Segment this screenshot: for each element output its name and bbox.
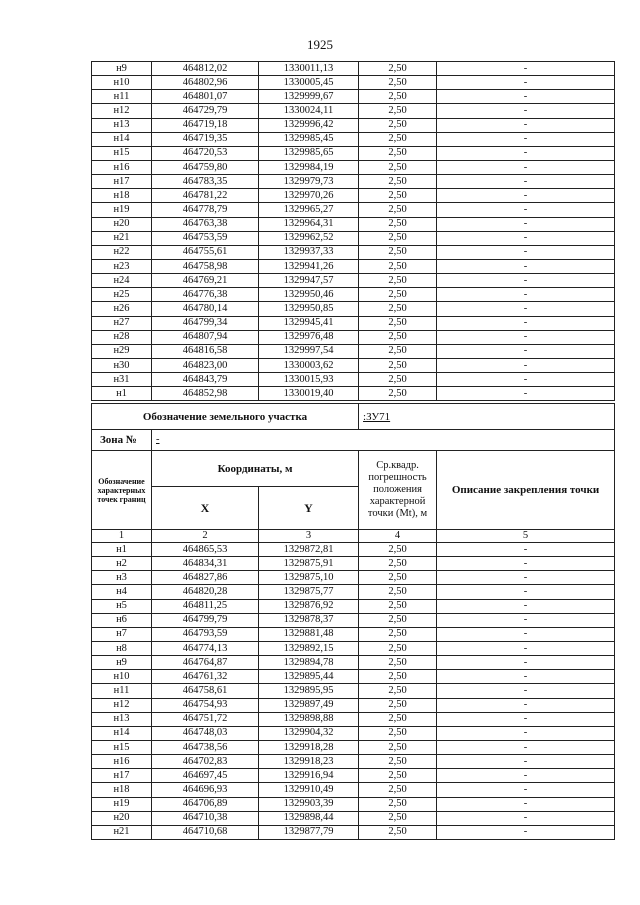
table-row — [92, 90, 615, 104]
fixing-description: - — [437, 373, 615, 387]
coord-y: 1330011,13 — [259, 62, 359, 76]
table-row — [92, 783, 615, 797]
error-value: 2,50 — [359, 627, 437, 641]
table-row — [92, 274, 615, 288]
error-value: 2,50 — [359, 189, 437, 203]
coord-x: 464827,86 — [152, 571, 259, 585]
table-row — [92, 203, 615, 217]
error-value: 2,50 — [359, 231, 437, 245]
point-id: н1 — [92, 387, 152, 401]
error-value: 2,50 — [359, 203, 437, 217]
coord-x: 464769,21 — [152, 274, 259, 288]
fixing-description: - — [437, 76, 615, 90]
coord-y: 1330019,40 — [259, 387, 359, 401]
point-id: н3 — [92, 571, 152, 585]
coord-x: 464761,32 — [152, 670, 259, 684]
coord-y: 1329903,39 — [259, 797, 359, 811]
coord-y: 1329996,42 — [259, 118, 359, 132]
fixing-description: - — [437, 571, 615, 585]
table-row — [92, 797, 615, 811]
point-id: н10 — [92, 670, 152, 684]
coord-y: 1329910,49 — [259, 783, 359, 797]
point-id: н15 — [92, 740, 152, 754]
error-value: 2,50 — [359, 217, 437, 231]
error-value: 2,50 — [359, 712, 437, 726]
table-row — [92, 358, 615, 372]
error-value: 2,50 — [359, 571, 437, 585]
point-id: н15 — [92, 146, 152, 160]
fixing-description: - — [437, 132, 615, 146]
fixing-description: - — [437, 684, 615, 698]
table-row — [92, 656, 615, 670]
coord-x: 464702,83 — [152, 755, 259, 769]
fixing-description: - — [437, 825, 615, 839]
coord-y: 1329964,31 — [259, 217, 359, 231]
table-row — [92, 811, 615, 825]
header-x: X — [152, 487, 259, 530]
coord-y: 1329997,54 — [259, 344, 359, 358]
coord-x: 464801,07 — [152, 90, 259, 104]
table-row — [92, 740, 615, 754]
fixing-description: - — [437, 62, 615, 76]
coord-x: 464729,79 — [152, 104, 259, 118]
fixing-description: - — [437, 585, 615, 599]
coord-y: 1329985,45 — [259, 132, 359, 146]
error-value: 2,50 — [359, 755, 437, 769]
error-value: 2,50 — [359, 118, 437, 132]
table-row — [92, 316, 615, 330]
table-row — [92, 231, 615, 245]
point-id: н17 — [92, 175, 152, 189]
error-value: 2,50 — [359, 825, 437, 839]
coord-y: 1329892,15 — [259, 641, 359, 655]
error-value: 2,50 — [359, 344, 437, 358]
point-id: н4 — [92, 585, 152, 599]
coord-y: 1329875,91 — [259, 557, 359, 571]
table-row — [92, 769, 615, 783]
coord-y: 1330003,62 — [259, 358, 359, 372]
table-row — [92, 330, 615, 344]
coord-x: 464781,22 — [152, 189, 259, 203]
table-row — [92, 670, 615, 684]
error-value: 2,50 — [359, 358, 437, 372]
table-row — [92, 76, 615, 90]
coord-x: 464754,93 — [152, 698, 259, 712]
fixing-description: - — [437, 641, 615, 655]
table-row — [92, 259, 615, 273]
coord-x: 464843,79 — [152, 373, 259, 387]
coord-y: 1329875,77 — [259, 585, 359, 599]
coord-x: 464696,93 — [152, 783, 259, 797]
fixing-description: - — [437, 698, 615, 712]
point-id: н14 — [92, 726, 152, 740]
table-row — [92, 627, 615, 641]
parcel-value: :ЗУ71 — [359, 404, 615, 430]
table-row — [92, 344, 615, 358]
point-id: н30 — [92, 358, 152, 372]
coord-y: 1329950,46 — [259, 288, 359, 302]
error-value: 2,50 — [359, 160, 437, 174]
coord-y: 1329984,19 — [259, 160, 359, 174]
coord-y: 1329897,49 — [259, 698, 359, 712]
coord-x: 464719,35 — [152, 132, 259, 146]
point-id: н31 — [92, 373, 152, 387]
point-id: н28 — [92, 330, 152, 344]
header-coordinates: Координаты, м — [152, 451, 359, 487]
error-value: 2,50 — [359, 104, 437, 118]
error-value: 2,50 — [359, 557, 437, 571]
error-value: 2,50 — [359, 641, 437, 655]
parcel-coordinates-table — [91, 403, 615, 840]
point-id: н29 — [92, 344, 152, 358]
coord-x: 464755,61 — [152, 245, 259, 259]
coord-x: 464834,31 — [152, 557, 259, 571]
point-id: н27 — [92, 316, 152, 330]
fixing-description: - — [437, 783, 615, 797]
coord-y: 1329916,94 — [259, 769, 359, 783]
point-id: н6 — [92, 613, 152, 627]
error-value: 2,50 — [359, 132, 437, 146]
error-value: 2,50 — [359, 543, 437, 557]
coord-x: 464758,98 — [152, 259, 259, 273]
point-id: н13 — [92, 712, 152, 726]
coord-x: 464710,68 — [152, 825, 259, 839]
coord-x: 464719,18 — [152, 118, 259, 132]
coord-x: 464793,59 — [152, 627, 259, 641]
column-number: 5 — [437, 530, 615, 543]
error-value: 2,50 — [359, 726, 437, 740]
zone-value: - — [152, 430, 615, 451]
error-value: 2,50 — [359, 670, 437, 684]
point-id: н19 — [92, 203, 152, 217]
coord-y: 1329898,44 — [259, 811, 359, 825]
error-value: 2,50 — [359, 373, 437, 387]
point-id: н14 — [92, 132, 152, 146]
header-error: Ср.квадр. погрешность положения характерной точки (Мt), м — [359, 451, 437, 530]
table-row — [92, 641, 615, 655]
fixing-description: - — [437, 811, 615, 825]
point-id: н23 — [92, 259, 152, 273]
table-row — [92, 288, 615, 302]
point-id: н11 — [92, 90, 152, 104]
table-row — [92, 599, 615, 613]
table-row — [92, 613, 615, 627]
table-row — [92, 755, 615, 769]
header-point-designation: Обозначение характерных точек границ — [92, 451, 152, 530]
coord-x: 464783,35 — [152, 175, 259, 189]
coord-x: 464751,72 — [152, 712, 259, 726]
coord-y: 1329999,67 — [259, 90, 359, 104]
table-row — [92, 175, 615, 189]
fixing-description: - — [437, 274, 615, 288]
coord-x: 464758,61 — [152, 684, 259, 698]
point-id: н2 — [92, 557, 152, 571]
coord-x: 464764,87 — [152, 656, 259, 670]
fixing-description: - — [437, 344, 615, 358]
error-value: 2,50 — [359, 62, 437, 76]
table-row — [92, 684, 615, 698]
error-value: 2,50 — [359, 613, 437, 627]
coord-x: 464780,14 — [152, 302, 259, 316]
coord-y: 1329876,92 — [259, 599, 359, 613]
coord-y: 1329962,52 — [259, 231, 359, 245]
fixing-description: - — [437, 245, 615, 259]
coord-x: 464802,96 — [152, 76, 259, 90]
fixing-description: - — [437, 656, 615, 670]
error-value: 2,50 — [359, 684, 437, 698]
fixing-description: - — [437, 358, 615, 372]
coord-x: 464799,34 — [152, 316, 259, 330]
coord-x: 464748,03 — [152, 726, 259, 740]
point-id: н9 — [92, 62, 152, 76]
fixing-description: - — [437, 104, 615, 118]
error-value: 2,50 — [359, 288, 437, 302]
error-value: 2,50 — [359, 330, 437, 344]
coord-x: 464776,38 — [152, 288, 259, 302]
coord-y: 1329950,85 — [259, 302, 359, 316]
coord-y: 1329918,28 — [259, 740, 359, 754]
fixing-description: - — [437, 203, 615, 217]
coord-y: 1329941,26 — [259, 259, 359, 273]
point-id: н16 — [92, 160, 152, 174]
error-value: 2,50 — [359, 585, 437, 599]
point-id: н1 — [92, 543, 152, 557]
fixing-description: - — [437, 599, 615, 613]
coord-x: 464823,00 — [152, 358, 259, 372]
coord-y: 1329904,32 — [259, 726, 359, 740]
coord-y: 1329937,33 — [259, 245, 359, 259]
header-description: Описание закрепления точки — [437, 451, 615, 530]
fixing-description: - — [437, 387, 615, 401]
coord-y: 1329872,81 — [259, 543, 359, 557]
table-row — [92, 726, 615, 740]
coord-y: 1329878,37 — [259, 613, 359, 627]
column-number: 4 — [359, 530, 437, 543]
column-numbers-row — [92, 530, 615, 543]
coord-y: 1329970,26 — [259, 189, 359, 203]
column-number: 3 — [259, 530, 359, 543]
coord-y: 1329947,57 — [259, 274, 359, 288]
error-value: 2,50 — [359, 302, 437, 316]
error-value: 2,50 — [359, 387, 437, 401]
point-id: н7 — [92, 627, 152, 641]
point-id: н5 — [92, 599, 152, 613]
table-row — [92, 825, 615, 839]
coord-x: 464697,45 — [152, 769, 259, 783]
fixing-description: - — [437, 557, 615, 571]
coord-y: 1330015,93 — [259, 373, 359, 387]
error-value: 2,50 — [359, 783, 437, 797]
coord-x: 464852,98 — [152, 387, 259, 401]
coord-x: 464763,38 — [152, 217, 259, 231]
fixing-description: - — [437, 118, 615, 132]
fixing-description: - — [437, 797, 615, 811]
fixing-description: - — [437, 330, 615, 344]
coord-y: 1329894,78 — [259, 656, 359, 670]
coord-x: 464820,28 — [152, 585, 259, 599]
coord-y: 1329895,95 — [259, 684, 359, 698]
point-id: н8 — [92, 641, 152, 655]
table-row — [92, 585, 615, 599]
fixing-description: - — [437, 613, 615, 627]
fixing-description: - — [437, 769, 615, 783]
coord-x: 464811,25 — [152, 599, 259, 613]
error-value: 2,50 — [359, 740, 437, 754]
error-value: 2,50 — [359, 274, 437, 288]
table-row — [92, 132, 615, 146]
coord-x: 464774,13 — [152, 641, 259, 655]
table-row — [92, 118, 615, 132]
fixing-description: - — [437, 755, 615, 769]
coord-y: 1329898,88 — [259, 712, 359, 726]
table-row — [92, 104, 615, 118]
coord-y: 1329895,44 — [259, 670, 359, 684]
point-id: н12 — [92, 698, 152, 712]
table-row — [92, 217, 615, 231]
point-id: н20 — [92, 217, 152, 231]
point-id: н13 — [92, 118, 152, 132]
column-number: 2 — [152, 530, 259, 543]
coord-x: 464753,59 — [152, 231, 259, 245]
error-value: 2,50 — [359, 316, 437, 330]
coord-x: 464706,89 — [152, 797, 259, 811]
point-id: н18 — [92, 189, 152, 203]
fixing-description: - — [437, 217, 615, 231]
fixing-description: - — [437, 740, 615, 754]
fixing-description: - — [437, 712, 615, 726]
header-y: Y — [259, 487, 359, 530]
coord-x: 464778,79 — [152, 203, 259, 217]
point-id: н20 — [92, 811, 152, 825]
coord-x: 464738,56 — [152, 740, 259, 754]
coord-y: 1330005,45 — [259, 76, 359, 90]
parcel-row — [92, 404, 615, 430]
parcel-table-body — [92, 404, 615, 840]
coord-y: 1329979,73 — [259, 175, 359, 189]
header-row — [92, 451, 615, 487]
error-value: 2,50 — [359, 797, 437, 811]
page-number: 1925 — [307, 37, 333, 52]
error-value: 2,50 — [359, 90, 437, 104]
point-id: н21 — [92, 825, 152, 839]
error-value: 2,50 — [359, 76, 437, 90]
coord-x: 464710,38 — [152, 811, 259, 825]
coord-x: 464865,53 — [152, 543, 259, 557]
table-row — [92, 543, 615, 557]
fixing-description: - — [437, 160, 615, 174]
point-id: н25 — [92, 288, 152, 302]
fixing-description: - — [437, 231, 615, 245]
coordinates-table-continued — [91, 61, 615, 401]
point-id: н18 — [92, 783, 152, 797]
point-id: н19 — [92, 797, 152, 811]
table-row — [92, 712, 615, 726]
error-value: 2,50 — [359, 656, 437, 670]
point-id: н10 — [92, 76, 152, 90]
coord-y: 1329875,10 — [259, 571, 359, 585]
table-row — [92, 387, 615, 401]
coord-y: 1329976,48 — [259, 330, 359, 344]
zone-label: Зона № — [92, 430, 152, 451]
parcel-label: Обозначение земельного участка — [92, 404, 359, 430]
table-row — [92, 245, 615, 259]
coord-x: 464799,79 — [152, 613, 259, 627]
fixing-description: - — [437, 90, 615, 104]
table-row — [92, 557, 615, 571]
error-value: 2,50 — [359, 146, 437, 160]
point-id: н16 — [92, 755, 152, 769]
coord-x: 464812,02 — [152, 62, 259, 76]
fixing-description: - — [437, 175, 615, 189]
error-value: 2,50 — [359, 769, 437, 783]
table-row — [92, 160, 615, 174]
fixing-description: - — [437, 670, 615, 684]
fixing-description: - — [437, 302, 615, 316]
fixing-description: - — [437, 543, 615, 557]
error-value: 2,50 — [359, 259, 437, 273]
point-id: н12 — [92, 104, 152, 118]
point-id: н17 — [92, 769, 152, 783]
coord-x: 464759,80 — [152, 160, 259, 174]
table-row — [92, 302, 615, 316]
table-row — [92, 146, 615, 160]
point-id: н21 — [92, 231, 152, 245]
table-row — [92, 189, 615, 203]
point-id: н22 — [92, 245, 152, 259]
coordinates-table-body — [92, 62, 615, 401]
table-row — [92, 62, 615, 76]
fixing-description: - — [437, 288, 615, 302]
error-value: 2,50 — [359, 599, 437, 613]
column-number: 1 — [92, 530, 152, 543]
coord-x: 464720,53 — [152, 146, 259, 160]
fixing-description: - — [437, 627, 615, 641]
table-row — [92, 698, 615, 712]
table-row — [92, 373, 615, 387]
error-value: 2,50 — [359, 245, 437, 259]
coord-y: 1330024,11 — [259, 104, 359, 118]
fixing-description: - — [437, 726, 615, 740]
table-row — [92, 571, 615, 585]
fixing-description: - — [437, 316, 615, 330]
point-id: н9 — [92, 656, 152, 670]
coord-x: 464816,58 — [152, 344, 259, 358]
coord-y: 1329877,79 — [259, 825, 359, 839]
error-value: 2,50 — [359, 175, 437, 189]
zone-row — [92, 430, 615, 451]
coord-y: 1329945,41 — [259, 316, 359, 330]
fixing-description: - — [437, 146, 615, 160]
point-id: н24 — [92, 274, 152, 288]
coord-y: 1329881,48 — [259, 627, 359, 641]
coord-y: 1329918,23 — [259, 755, 359, 769]
fixing-description: - — [437, 259, 615, 273]
point-id: н11 — [92, 684, 152, 698]
coord-y: 1329985,65 — [259, 146, 359, 160]
error-value: 2,50 — [359, 811, 437, 825]
point-id: н26 — [92, 302, 152, 316]
fixing-description: - — [437, 189, 615, 203]
coord-x: 464807,94 — [152, 330, 259, 344]
error-value: 2,50 — [359, 698, 437, 712]
coord-y: 1329965,27 — [259, 203, 359, 217]
